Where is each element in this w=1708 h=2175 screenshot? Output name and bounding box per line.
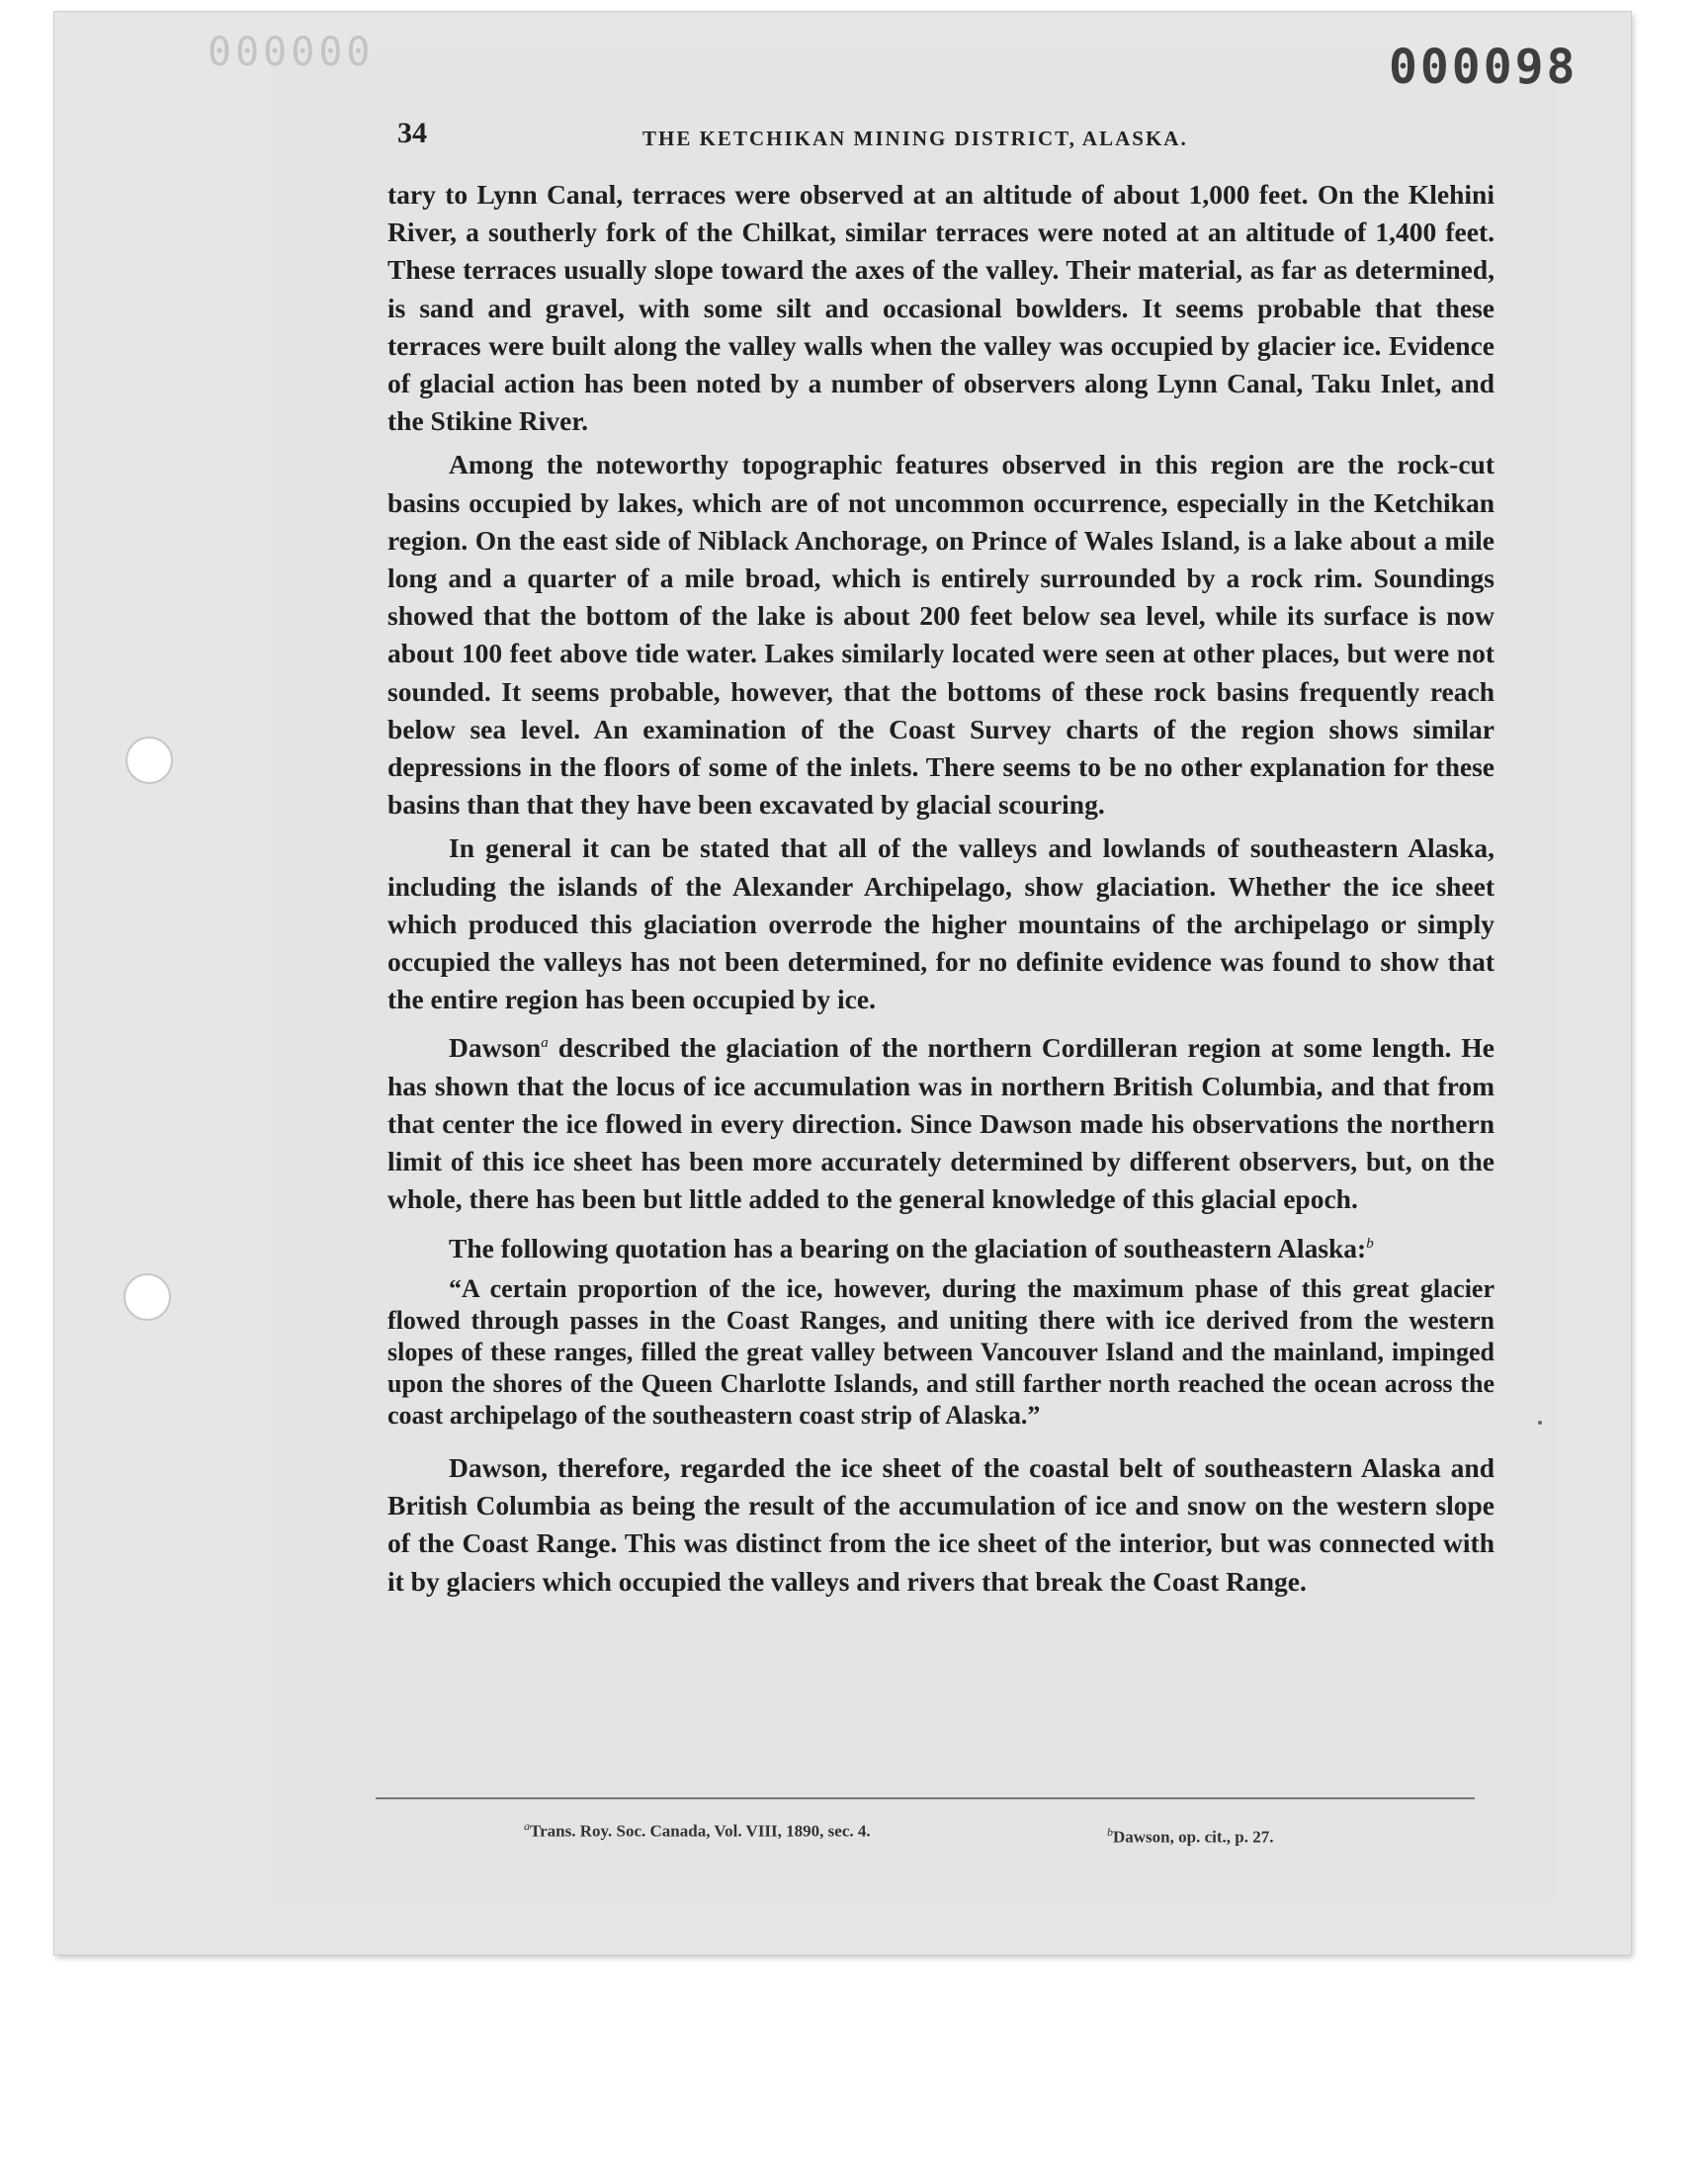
punch-hole-lower — [124, 1273, 171, 1321]
block-quote: “A certain proportion of the ice, however, during the maximum phase of this great glacier flowed through passes in the Coast Ranges, and uniting there with ice derived from the western slopes of these ranges, filled the great valley between Vancouver Island and the mainland, impinged upon the shores of the Queen Charlotte Islands, and still farther north reached the ocean across the coast archipelago of the southeastern coast strip of Alaska.” — [387, 1274, 1494, 1430]
body-text — [387, 176, 1494, 1607]
footnote-marker-b: b — [1107, 1825, 1113, 1839]
footnote-a-text: Trans. Roy. Soc. Canada, Vol. VIII, 1890, sec. 4. — [530, 1821, 871, 1841]
footnote-ref-a: a — [541, 1035, 549, 1052]
footnote-b-text: Dawson, op. cit., p. 27. — [1113, 1827, 1274, 1847]
paragraph-quote-intro — [387, 1225, 1494, 1267]
footnote-a — [524, 1819, 871, 1842]
paragraph-closing: Dawson, therefore, regarded the ice sheet of the coastal belt of southeastern Alaska and British Columbia as being the result of the accumulation of ice and snow on the western slope of the Coast Range. This was distinct from the ice sheet of the interior, but was connected with it by glaciers which occupied the valleys and rivers that break the Coast Range. — [387, 1452, 1494, 1597]
faint-stamp-number: 000000 — [208, 30, 375, 75]
footnote-rule — [376, 1797, 1475, 1799]
paragraph-dawson — [387, 1024, 1494, 1218]
dawson-text: described the glaciation of the northern Cordilleran region at some length. He has shown that the locus of ice accumulation was in northern British Columbia, and that from that center the ice flowed in every direction. Since Dawson made his observations the northern limit of this ice sheet has been more accurately determined by different observers, but, on the whole, there has been but little added to the general knowledge of this glacial epoch. — [387, 1032, 1494, 1215]
document-stamp-number: 000098 — [1389, 40, 1579, 95]
paragraph-rock-basins: Among the noteworthy topographic features observed in this region are the rock-cut basins occupied by lakes, which are of not uncommon occurrence, especially in the Ketchikan region. On the east side of Niblack Anchorage, on Prince of Wales Island, is a lake about a mile long and a quarter of a mile broad, which is entirely surrounded by a rock rim. Soundings showed that the bottom of the lake is about 200 feet below sea level, while its surface is now about 100 feet above tide water. Lakes similarly located were seen at other places, but were not sounded. It seems probable, however, that the bottoms of these rock basins frequently reach below sea level. An examination of the Coast Survey charts of the region shows similar depressions in the floors of some of the inlets. There seems to be no other explanation for these basins than that they have been excavated by glacial scouring. — [387, 449, 1494, 821]
quote-intro-text: The following quotation has a bearing on the glaciation of southeastern Alaska: — [449, 1232, 1367, 1263]
running-head: THE KETCHIKAN MINING DISTRICT, ALASKA. — [642, 127, 1188, 150]
page-number: 34 — [397, 117, 427, 149]
paragraph-glaciation: In general it can be stated that all of the valleys and lowlands of southeastern Alaska, including the islands of the Alexander Archipelago, show glaciation. Whether the ice sheet which produced this glaciation overrode the higher mountains of the archipelago or simply occupied the valleys has not been determined, for no definite evidence was found to show that the entire region has been occupied by ice. — [387, 832, 1494, 1015]
footnote-ref-b: b — [1366, 1235, 1374, 1252]
footnote-marker-a: a — [524, 1819, 530, 1833]
paragraph-terraces: tary to Lynn Canal, terraces were observed at an altitude of about 1,000 feet. On the Klehini River, a southerly fork of the Chilkat, similar terraces were noted at an altitude of 1,400 feet. These terraces usually slope toward the axes of the valley. Their material, as far as determined, is sand and gravel, with some silt and occasional bowlders. It seems probable that these terraces were built along the valley walls when the valley was occupied by glacier ice. Evidence of glacial action has been noted by a number of observers along Lynn Canal, Taku Inlet, and the Stikine River. — [387, 179, 1494, 437]
footnote-b — [1107, 1825, 1273, 1848]
scan-speck — [1538, 1421, 1542, 1425]
author-name: Dawson — [449, 1032, 542, 1064]
punch-hole-upper — [126, 737, 173, 784]
